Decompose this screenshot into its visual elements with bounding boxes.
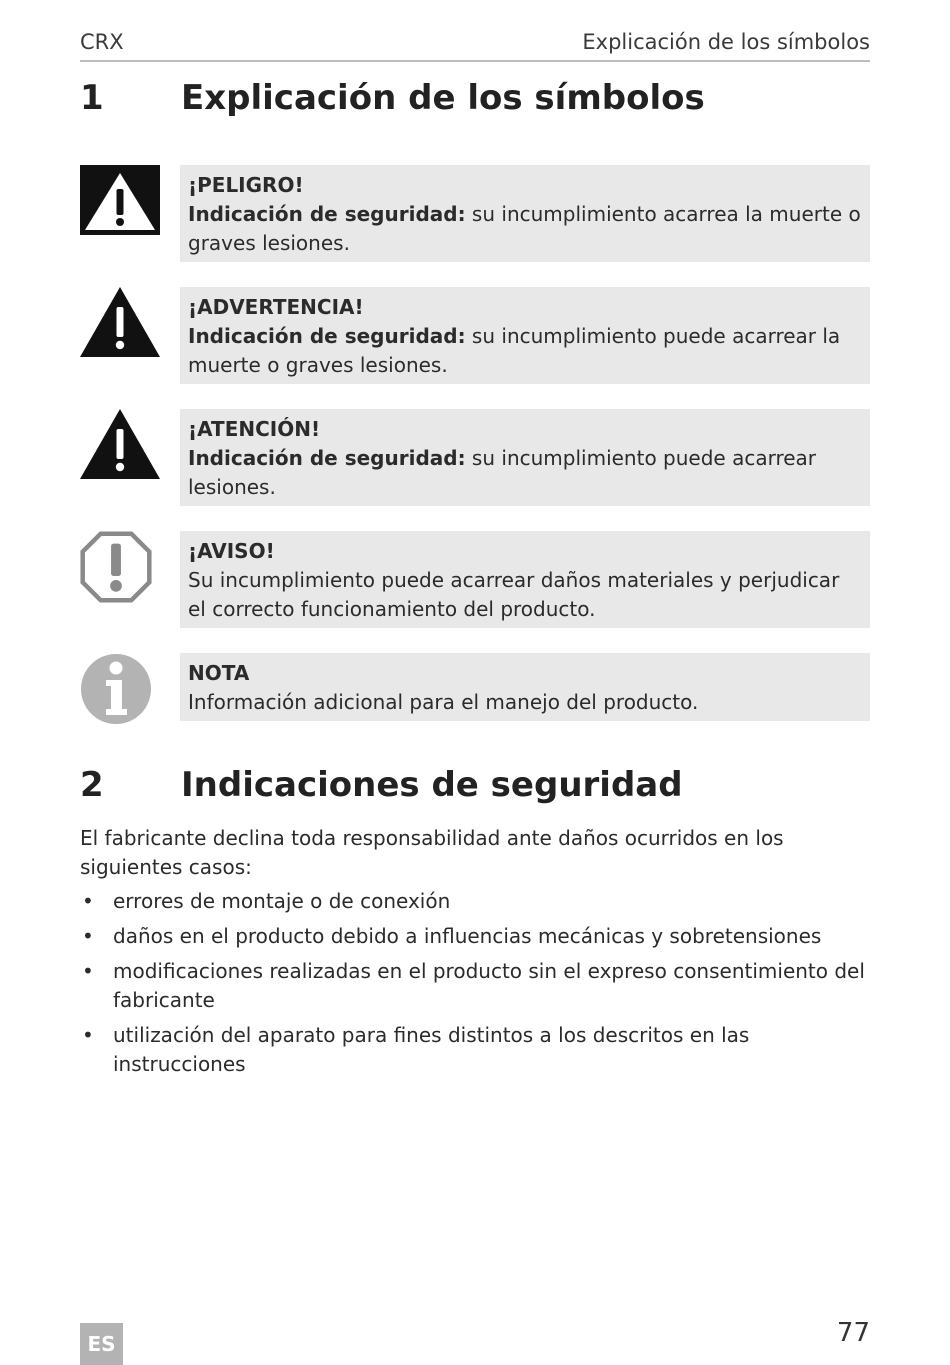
info-icon <box>80 653 152 725</box>
warning-text: su incumplimiento puede acarrear la muerte o graves lesiones. <box>188 324 841 377</box>
section-title: Indicaciones de seguridad <box>181 765 683 805</box>
section-number: 2 <box>80 765 104 805</box>
intro-paragraph: El fabricante declina toda responsabilidad ante daños ocurridos en los siguientes casos: <box>80 826 784 879</box>
warning-title: ¡ATENCIÓN! <box>188 417 321 441</box>
warning-label: Indicación de seguridad: <box>188 202 466 226</box>
warning-box <box>180 531 870 628</box>
caution-triangle-icon <box>80 409 160 479</box>
note-box <box>180 653 870 721</box>
section-title: Explicación de los símbolos <box>181 78 705 118</box>
note-text: Información adicional para el manejo del producto. <box>188 690 699 714</box>
note-title: NOTA <box>188 661 250 685</box>
warning-triangle-icon <box>80 287 160 357</box>
header-product: CRX <box>80 30 124 54</box>
header-section: Explicación de los símbolos <box>582 30 870 54</box>
warning-text: su incumplimiento puede acarrear lesiones. <box>188 446 817 499</box>
section-number: 1 <box>80 78 104 118</box>
list-item: • modificaciones realizadas en el producto sin el expreso consentimiento del fabricante <box>80 957 870 1015</box>
list-item: • errores de montaje o de conexión <box>80 887 870 916</box>
notice-octagon-icon <box>80 531 152 603</box>
warning-text: su incumplimiento acarrea la muerte o graves lesiones. <box>188 202 861 255</box>
warning-title: ¡ADVERTENCIA! <box>188 295 364 319</box>
danger-sign-icon <box>80 165 160 235</box>
language-badge: ES <box>80 1323 123 1365</box>
warning-box <box>180 409 870 506</box>
list-item: • utilización del aparato para fines distintos a los descritos en las instrucciones <box>80 1021 870 1079</box>
warning-box <box>180 287 870 384</box>
warning-title: ¡PELIGRO! <box>188 173 304 197</box>
page-header <box>80 28 870 62</box>
warning-text: Su incumplimiento puede acarrear daños materiales y perjudicar el correcto funcionamiento del producto. <box>188 568 840 621</box>
page-number: 77 <box>836 1318 870 1348</box>
warning-label: Indicación de seguridad: <box>188 446 466 470</box>
warning-title: ¡AVISO! <box>188 539 275 563</box>
liability-list <box>80 887 870 1085</box>
list-item: • daños en el producto debido a influencias mecánicas y sobretensiones <box>80 922 870 951</box>
warning-label: Indicación de seguridad: <box>188 324 466 348</box>
warning-box <box>180 165 870 262</box>
